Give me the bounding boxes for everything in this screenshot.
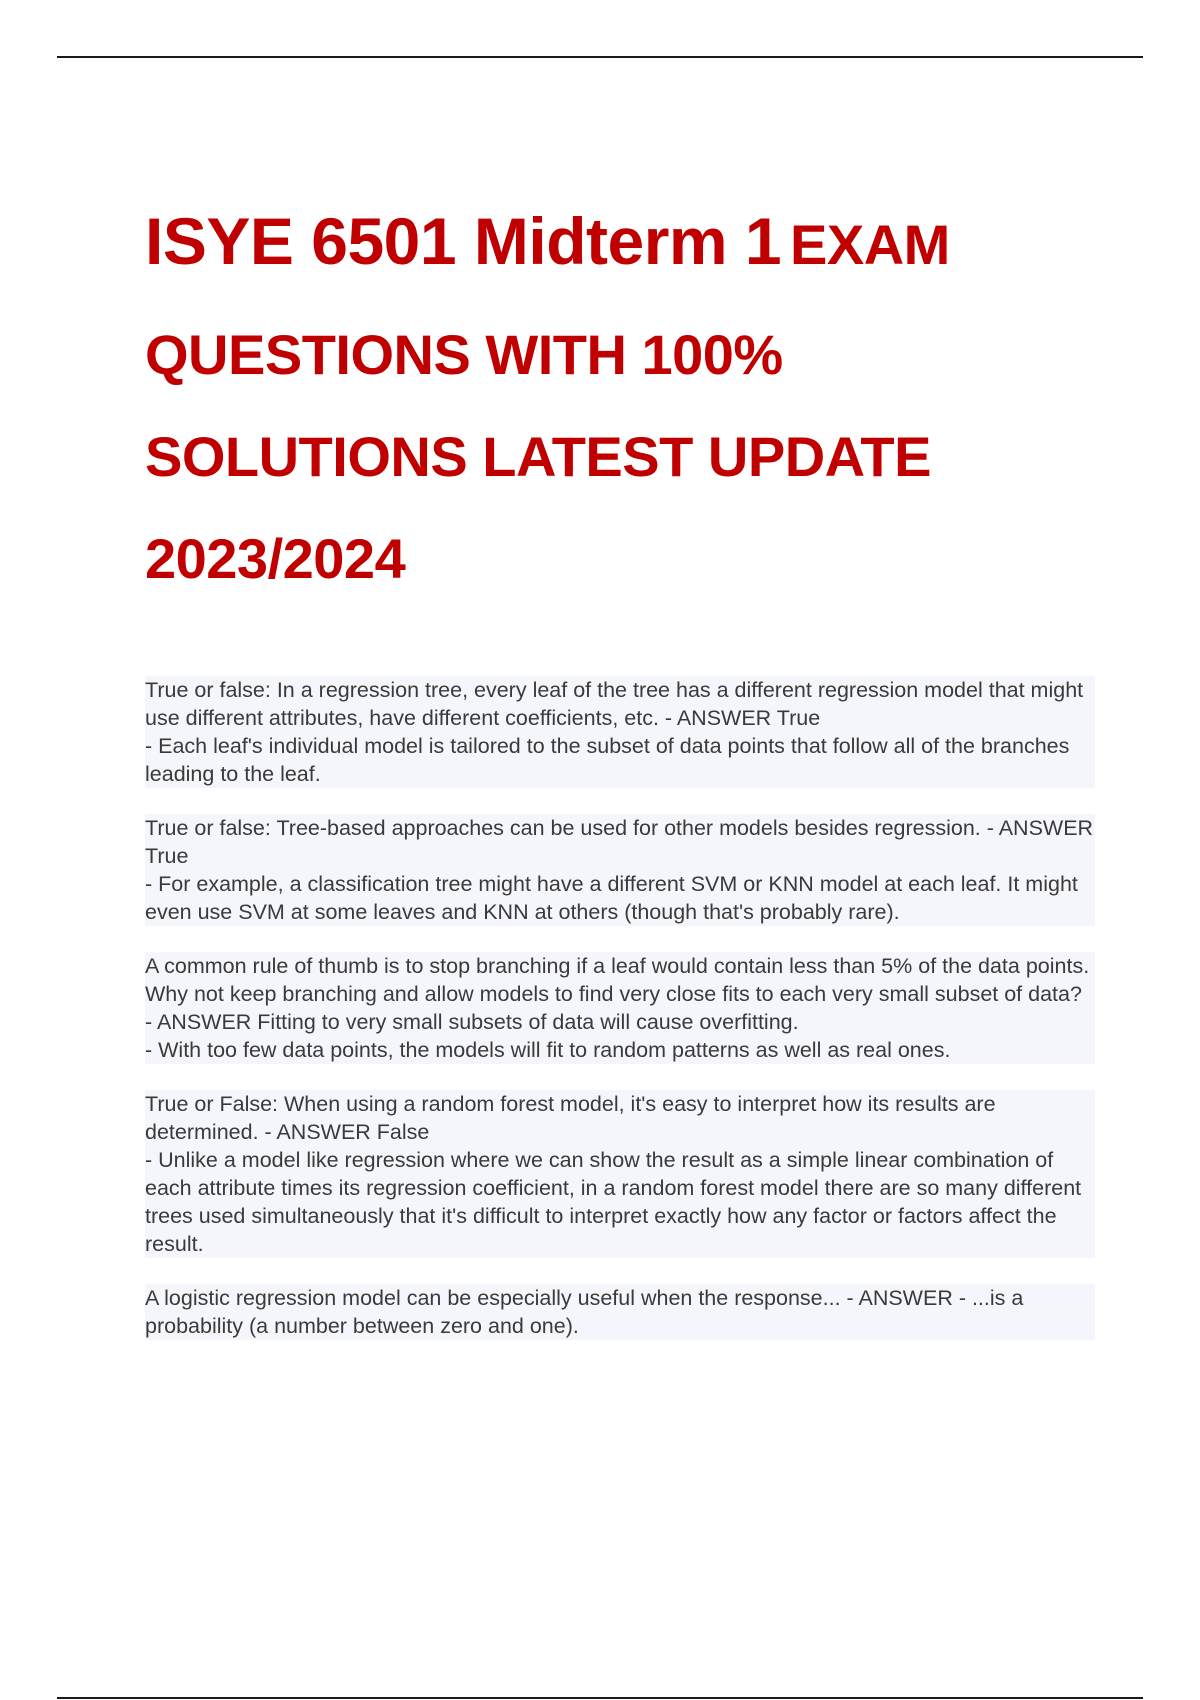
top-rule [57, 56, 1143, 58]
qa-item [145, 1284, 1095, 1340]
question-text: True or False: When using a random forest model, it's easy to interpret how its results are determined. - ANSWER False [145, 1090, 1095, 1146]
question-text: True or false: In a regression tree, every leaf of the tree has a different regression model that might use different attributes, have different coefficients, etc. - ANSWER True [145, 676, 1095, 732]
qa-item [145, 1090, 1095, 1258]
document-title [145, 190, 1105, 610]
title-line-2: QUESTIONS WITH 100% [145, 323, 783, 386]
question-text: A logistic regression model can be especially useful when the response... - ANSWER - ...is a probability (a number between zero and one). [145, 1284, 1095, 1340]
qa-list [145, 676, 1095, 1366]
qa-item [145, 952, 1095, 1064]
answer-explanation: - With too few data points, the models will fit to random patterns as well as real ones. [145, 1036, 1095, 1064]
question-text: A common rule of thumb is to stop branching if a leaf would contain less than 5% of the data points. Why not keep branching and allow models to find very close fits to each very small subset of data? - ANSWER Fitting to very small subsets of data will cause overfitting. [145, 952, 1095, 1036]
question-text: True or false: Tree-based approaches can be used for other models besides regression. - ANSWER True [145, 816, 1094, 868]
answer-explanation: - For example, a classification tree might have a different SVM or KNN model at each leaf. It might even use SVM at some leaves and KNN at others (though that's probably rare). [145, 870, 1095, 926]
title-line-1: ISYE 6501 Midterm 1 EXAM [145, 204, 950, 278]
qa-item [145, 676, 1095, 788]
title-line-3: SOLUTIONS LATEST UPDATE [145, 425, 931, 488]
qa-item [145, 814, 1095, 926]
title-line-4: 2023/2024 [145, 527, 406, 590]
bottom-rule [57, 1697, 1143, 1699]
answer-explanation: - Unlike a model like regression where we can show the result as a simple linear combination of each attribute times its regression coefficient, in a random forest model there are so many different trees used simultaneously that it's difficult to interpret exactly how any factor or factors affect the result. [145, 1146, 1095, 1258]
answer-explanation: - Each leaf's individual model is tailored to the subset of data points that follow all of the branches leading to the leaf. [145, 732, 1095, 788]
